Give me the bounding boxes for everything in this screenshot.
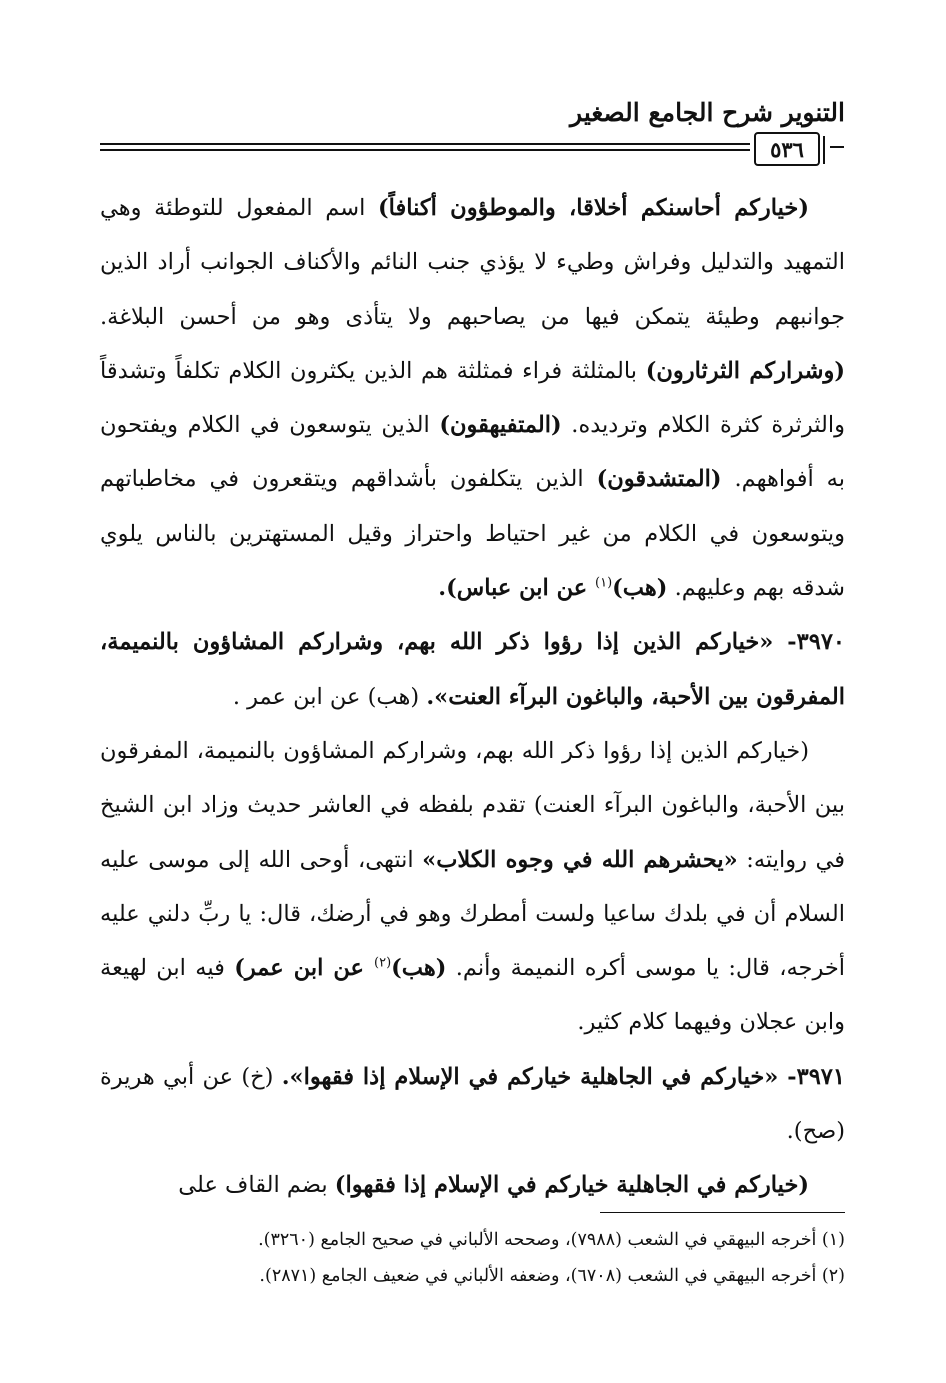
commentary-paragraph bbox=[100, 181, 845, 615]
hadith-text: ٣٩٧٠- «خياركم الذين إذا رؤوا ذكر الله بهم، وشراركم المشاؤون بالنميمة، المفرقون بين الأحبة، والباغون البرآء العنت». bbox=[100, 629, 845, 710]
text-run: بضم القاف على bbox=[178, 1172, 335, 1199]
commentary-paragraph bbox=[100, 724, 845, 1050]
hadith-source: (خ) عن أبي هريرة (صح). bbox=[100, 1063, 845, 1145]
quoted-text: (المتفيهقون) bbox=[439, 412, 562, 439]
footnote: (٢) أخرجه البيهقي في الشعب (٦٧٠٨)، وضعفه الألباني في ضعيف الجامع (٢٨٧١). bbox=[259, 1266, 845, 1286]
text-run: اسم المفعول للتوطئة وهي التمهيد والتدليل وفراش وطيء لا يؤذي جنب النائم والأكناف الجوانب أراد الذين جوانبهم وطيئة يتمكن فيها من يصاحبهم ولا يتأذى وهو من أحسن البلاغة. bbox=[100, 195, 845, 330]
header-rule-bottom bbox=[100, 149, 750, 151]
commentary-paragraph bbox=[100, 1158, 845, 1212]
hadith-source: (هب) عن ابن عمر . bbox=[232, 683, 427, 710]
source-code: (هب) bbox=[391, 955, 447, 982]
header-rule-right bbox=[830, 146, 844, 148]
text-run: فيه ابن لهيعة وابن عجلان وفيهما كلام كثير. bbox=[100, 955, 845, 1036]
footnote-marker[interactable]: (١) bbox=[595, 575, 613, 591]
text-run: الذين يتوسعون في الكلام ويفتحون به أفواههم. bbox=[100, 412, 846, 493]
footnote: (١) أخرجه البيهقي في الشعب (٧٩٨٨)، وصححه الألباني في صحيح الجامع (٣٢٦٠). bbox=[258, 1230, 845, 1250]
hadith-text: ٣٩٧١- «خياركم في الجاهلية خياركم في الإسلام إذا فقهوا». bbox=[281, 1063, 845, 1090]
narrator: عن ابن عباس). bbox=[438, 575, 596, 602]
text-run: (خياركم الذين إذا رؤوا ذكر الله بهم، وشراركم المشاؤون بالنميمة، المفرقون بين الأحبة، والباغون البرآء العنت) تقدم بلفظه في العاشر حديث وزاد ابن الشيخ في روايته: bbox=[100, 737, 845, 873]
text-run: بالمثلثة فراء فمثلثة هم الذين يكثرون الكلام تكلفاً وتشدقاً والثرثرة كثرة الكلام وترديده. bbox=[100, 357, 845, 439]
footnotes bbox=[100, 1222, 845, 1294]
quoted-text: «يحشرهم الله في وجوه الكلاب» bbox=[422, 846, 738, 873]
book-title: التنوير شرح الجامع الصغير bbox=[570, 98, 845, 127]
narrator: عن ابن عمر) bbox=[234, 955, 375, 982]
footnote-separator bbox=[600, 1212, 845, 1213]
hadith-entry bbox=[100, 1050, 845, 1159]
quoted-text: (وشراركم الثرثارون) bbox=[645, 357, 845, 384]
page-number: ٥٣٦ bbox=[754, 132, 820, 166]
footnote-marker[interactable]: (٢) bbox=[374, 955, 392, 971]
text-run: انتهى، أوحى الله إلى موسى عليه السلام أن في بلدك ساعيا ولست أمطرك وهو في أرضك، قال: يا ربِّ دلني عليه أخرجه، قال: يا موسى أكره النميمة وأنم. bbox=[100, 846, 846, 982]
source-code: (هب) bbox=[612, 575, 668, 602]
main-text bbox=[100, 181, 845, 1213]
quoted-text: (خياركم أحاسنكم أخلاقا، والموطؤون أكنافاً) bbox=[377, 195, 809, 221]
quoted-text: (المتشدقون) bbox=[596, 466, 722, 493]
header-rule-top bbox=[100, 143, 750, 145]
hadith-entry bbox=[100, 615, 845, 724]
text-run: الذين يتكلفون بأشداقهم ويتقعرون في مخاطباتهم ويتوسعون في الكلام من غير احتياط واحتراز وقيل المستهترين بالناس يلوي شدقه بهم وعليهم. bbox=[100, 466, 845, 602]
quoted-text: (خياركم في الجاهلية خياركم في الإسلام إذا فقهوا) bbox=[334, 1172, 809, 1199]
